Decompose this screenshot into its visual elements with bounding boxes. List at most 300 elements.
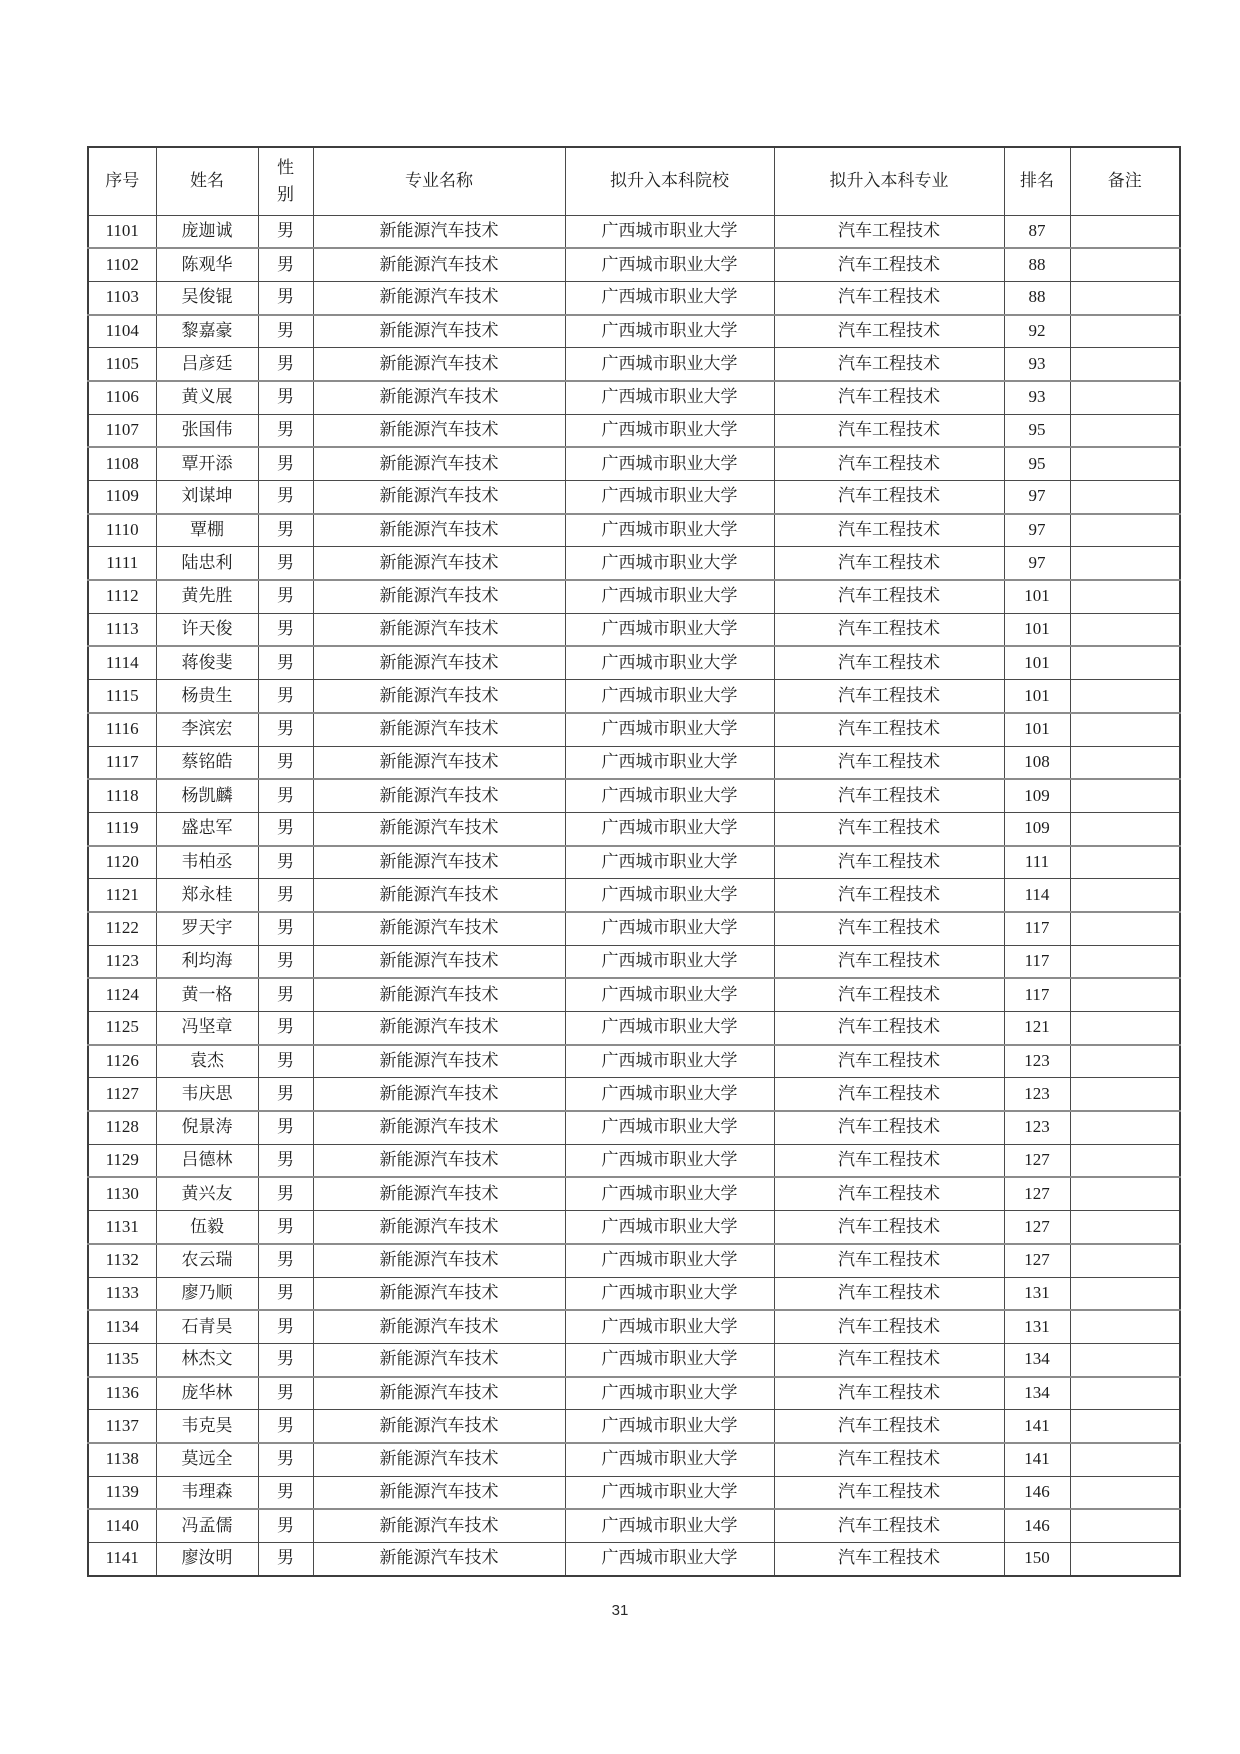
- cell-target-major: 汽车工程技术: [774, 1310, 1004, 1343]
- cell-remark: [1070, 680, 1180, 713]
- cell-target-major: 汽车工程技术: [774, 1177, 1004, 1210]
- table-row: [88, 1177, 1180, 1210]
- cell-name: 庞迦诚: [156, 215, 258, 248]
- cell-index: 1127: [88, 1078, 156, 1111]
- cell-rank: 127: [1004, 1177, 1070, 1210]
- cell-target-college: 广西城市职业大学: [565, 1012, 774, 1045]
- cell-gender: 男: [258, 713, 313, 746]
- table-row: [88, 315, 1180, 348]
- cell-major: 新能源汽车技术: [313, 215, 565, 248]
- cell-remark: [1070, 1211, 1180, 1244]
- table-row: [88, 1343, 1180, 1376]
- cell-name: 韦柏丞: [156, 846, 258, 879]
- cell-remark: [1070, 447, 1180, 480]
- cell-remark: [1070, 1343, 1180, 1376]
- cell-target-major: 汽车工程技术: [774, 746, 1004, 779]
- cell-target-college: 广西城市职业大学: [565, 281, 774, 314]
- cell-index: 1129: [88, 1144, 156, 1177]
- table-row: [88, 1277, 1180, 1310]
- cell-major: 新能源汽车技术: [313, 348, 565, 381]
- cell-index: 1136: [88, 1377, 156, 1410]
- table-row: [88, 348, 1180, 381]
- cell-target-major: 汽车工程技术: [774, 248, 1004, 281]
- table-row: [88, 1310, 1180, 1343]
- table-body: [88, 215, 1180, 1576]
- cell-remark: [1070, 846, 1180, 879]
- cell-target-major: 汽车工程技术: [774, 447, 1004, 480]
- cell-remark: [1070, 945, 1180, 978]
- cell-rank: 101: [1004, 646, 1070, 679]
- cell-major: 新能源汽车技术: [313, 1244, 565, 1277]
- cell-target-major: 汽车工程技术: [774, 1045, 1004, 1078]
- cell-major: 新能源汽车技术: [313, 1476, 565, 1509]
- cell-gender: 男: [258, 912, 313, 945]
- cell-rank: 101: [1004, 713, 1070, 746]
- cell-name: 冯坚章: [156, 1012, 258, 1045]
- cell-name: 冯孟儒: [156, 1509, 258, 1542]
- cell-target-college: 广西城市职业大学: [565, 746, 774, 779]
- cell-name: 张国伟: [156, 414, 258, 447]
- cell-rank: 134: [1004, 1377, 1070, 1410]
- cell-target-college: 广西城市职业大学: [565, 945, 774, 978]
- cell-name: 石青昊: [156, 1310, 258, 1343]
- cell-name: 廖汝明: [156, 1543, 258, 1576]
- cell-rank: 111: [1004, 846, 1070, 879]
- cell-name: 盛忠军: [156, 812, 258, 845]
- cell-major: 新能源汽车技术: [313, 414, 565, 447]
- cell-gender: 男: [258, 1509, 313, 1542]
- cell-rank: 141: [1004, 1443, 1070, 1476]
- cell-rank: 97: [1004, 547, 1070, 580]
- header-major: 专业名称: [313, 147, 565, 215]
- cell-rank: 146: [1004, 1476, 1070, 1509]
- cell-major: 新能源汽车技术: [313, 481, 565, 514]
- cell-index: 1120: [88, 846, 156, 879]
- cell-target-college: 广西城市职业大学: [565, 1443, 774, 1476]
- cell-rank: 109: [1004, 779, 1070, 812]
- cell-target-major: 汽车工程技术: [774, 945, 1004, 978]
- cell-name: 农云瑞: [156, 1244, 258, 1277]
- cell-gender: 男: [258, 1343, 313, 1376]
- cell-index: 1104: [88, 315, 156, 348]
- cell-index: 1123: [88, 945, 156, 978]
- cell-rank: 101: [1004, 580, 1070, 613]
- student-roster-table: [87, 146, 1181, 1577]
- cell-name: 倪景涛: [156, 1111, 258, 1144]
- cell-index: 1141: [88, 1543, 156, 1576]
- cell-major: 新能源汽车技术: [313, 315, 565, 348]
- cell-gender: 男: [258, 1078, 313, 1111]
- cell-target-college: 广西城市职业大学: [565, 1177, 774, 1210]
- cell-target-major: 汽车工程技术: [774, 215, 1004, 248]
- cell-gender: 男: [258, 1177, 313, 1210]
- cell-gender: 男: [258, 514, 313, 547]
- cell-target-major: 汽车工程技术: [774, 1277, 1004, 1310]
- cell-major: 新能源汽车技术: [313, 1443, 565, 1476]
- cell-gender: 男: [258, 746, 313, 779]
- cell-target-college: 广西城市职业大学: [565, 846, 774, 879]
- cell-index: 1126: [88, 1045, 156, 1078]
- table-row: [88, 514, 1180, 547]
- cell-gender: 男: [258, 1377, 313, 1410]
- table-row: [88, 1012, 1180, 1045]
- cell-rank: 150: [1004, 1543, 1070, 1576]
- header-rank: 排名: [1004, 147, 1070, 215]
- cell-rank: 88: [1004, 248, 1070, 281]
- cell-index: 1107: [88, 414, 156, 447]
- cell-gender: 男: [258, 680, 313, 713]
- cell-index: 1132: [88, 1244, 156, 1277]
- cell-major: 新能源汽车技术: [313, 1012, 565, 1045]
- cell-target-major: 汽车工程技术: [774, 846, 1004, 879]
- cell-index: 1131: [88, 1211, 156, 1244]
- cell-name: 韦克昊: [156, 1410, 258, 1443]
- cell-target-college: 广西城市职业大学: [565, 978, 774, 1011]
- cell-rank: 93: [1004, 348, 1070, 381]
- cell-rank: 87: [1004, 215, 1070, 248]
- cell-major: 新能源汽车技术: [313, 514, 565, 547]
- cell-remark: [1070, 978, 1180, 1011]
- cell-target-college: 广西城市职业大学: [565, 1476, 774, 1509]
- cell-remark: [1070, 613, 1180, 646]
- cell-name: 莫远全: [156, 1443, 258, 1476]
- cell-name: 林杰文: [156, 1343, 258, 1376]
- table-row: [88, 381, 1180, 414]
- table-row: [88, 945, 1180, 978]
- cell-name: 伍毅: [156, 1211, 258, 1244]
- cell-gender: 男: [258, 414, 313, 447]
- cell-name: 黎嘉豪: [156, 315, 258, 348]
- cell-major: 新能源汽车技术: [313, 447, 565, 480]
- cell-gender: 男: [258, 1476, 313, 1509]
- cell-target-major: 汽车工程技术: [774, 646, 1004, 679]
- cell-target-major: 汽车工程技术: [774, 1211, 1004, 1244]
- cell-major: 新能源汽车技术: [313, 547, 565, 580]
- cell-remark: [1070, 215, 1180, 248]
- cell-major: 新能源汽车技术: [313, 680, 565, 713]
- cell-target-college: 广西城市职业大学: [565, 879, 774, 912]
- cell-remark: [1070, 1111, 1180, 1144]
- table-row: [88, 879, 1180, 912]
- header-gender: 性别: [258, 147, 313, 215]
- table-row: [88, 1509, 1180, 1542]
- cell-rank: 123: [1004, 1111, 1070, 1144]
- table-row: [88, 1211, 1180, 1244]
- cell-name: 郑永桂: [156, 879, 258, 912]
- cell-target-college: 广西城市职业大学: [565, 248, 774, 281]
- cell-name: 吕彦廷: [156, 348, 258, 381]
- cell-target-major: 汽车工程技术: [774, 713, 1004, 746]
- cell-remark: [1070, 1543, 1180, 1576]
- cell-major: 新能源汽车技术: [313, 812, 565, 845]
- cell-target-college: 广西城市职业大学: [565, 1343, 774, 1376]
- table-row: [88, 680, 1180, 713]
- cell-gender: 男: [258, 481, 313, 514]
- cell-target-college: 广西城市职业大学: [565, 1144, 774, 1177]
- table-row: [88, 1244, 1180, 1277]
- cell-rank: 117: [1004, 912, 1070, 945]
- cell-remark: [1070, 1144, 1180, 1177]
- cell-major: 新能源汽车技术: [313, 1509, 565, 1542]
- cell-index: 1106: [88, 381, 156, 414]
- cell-rank: 88: [1004, 281, 1070, 314]
- cell-remark: [1070, 646, 1180, 679]
- cell-remark: [1070, 1078, 1180, 1111]
- cell-gender: 男: [258, 945, 313, 978]
- cell-gender: 男: [258, 580, 313, 613]
- cell-target-college: 广西城市职业大学: [565, 1244, 774, 1277]
- cell-index: 1134: [88, 1310, 156, 1343]
- cell-index: 1115: [88, 680, 156, 713]
- cell-major: 新能源汽车技术: [313, 1177, 565, 1210]
- cell-rank: 127: [1004, 1244, 1070, 1277]
- cell-name: 覃开添: [156, 447, 258, 480]
- cell-name: 许天俊: [156, 613, 258, 646]
- cell-index: 1116: [88, 713, 156, 746]
- table-row: [88, 779, 1180, 812]
- cell-target-major: 汽车工程技术: [774, 1410, 1004, 1443]
- header-index: 序号: [88, 147, 156, 215]
- table-row: [88, 646, 1180, 679]
- table-row: [88, 248, 1180, 281]
- cell-target-major: 汽车工程技术: [774, 1509, 1004, 1542]
- cell-index: 1139: [88, 1476, 156, 1509]
- cell-name: 罗天宇: [156, 912, 258, 945]
- cell-remark: [1070, 381, 1180, 414]
- cell-gender: 男: [258, 1012, 313, 1045]
- cell-index: 1108: [88, 447, 156, 480]
- cell-name: 吴俊锟: [156, 281, 258, 314]
- cell-rank: 101: [1004, 613, 1070, 646]
- table-row: [88, 281, 1180, 314]
- cell-target-college: 广西城市职业大学: [565, 680, 774, 713]
- cell-target-major: 汽车工程技术: [774, 779, 1004, 812]
- table-row: [88, 414, 1180, 447]
- cell-remark: [1070, 812, 1180, 845]
- table-row: [88, 1111, 1180, 1144]
- cell-rank: 92: [1004, 315, 1070, 348]
- cell-target-college: 广西城市职业大学: [565, 414, 774, 447]
- cell-target-major: 汽车工程技术: [774, 414, 1004, 447]
- cell-index: 1118: [88, 779, 156, 812]
- cell-index: 1103: [88, 281, 156, 314]
- cell-major: 新能源汽车技术: [313, 912, 565, 945]
- header-remark: 备注: [1070, 147, 1180, 215]
- cell-target-major: 汽车工程技术: [774, 978, 1004, 1011]
- cell-gender: 男: [258, 1211, 313, 1244]
- cell-index: 1128: [88, 1111, 156, 1144]
- table-row: [88, 1377, 1180, 1410]
- cell-gender: 男: [258, 1045, 313, 1078]
- table-row: [88, 713, 1180, 746]
- cell-index: 1101: [88, 215, 156, 248]
- cell-gender: 男: [258, 846, 313, 879]
- table-row: [88, 580, 1180, 613]
- cell-major: 新能源汽车技术: [313, 1078, 565, 1111]
- table-row: [88, 447, 1180, 480]
- cell-target-major: 汽车工程技术: [774, 680, 1004, 713]
- table-row: [88, 1144, 1180, 1177]
- cell-major: 新能源汽车技术: [313, 779, 565, 812]
- cell-remark: [1070, 879, 1180, 912]
- cell-major: 新能源汽车技术: [313, 646, 565, 679]
- table-row: [88, 1045, 1180, 1078]
- cell-remark: [1070, 912, 1180, 945]
- cell-name: 吕德林: [156, 1144, 258, 1177]
- cell-target-college: 广西城市职业大学: [565, 646, 774, 679]
- cell-rank: 101: [1004, 680, 1070, 713]
- cell-target-college: 广西城市职业大学: [565, 1509, 774, 1542]
- cell-gender: 男: [258, 879, 313, 912]
- cell-remark: [1070, 1277, 1180, 1310]
- cell-major: 新能源汽车技术: [313, 281, 565, 314]
- cell-target-college: 广西城市职业大学: [565, 1211, 774, 1244]
- cell-rank: 146: [1004, 1509, 1070, 1542]
- cell-gender: 男: [258, 1310, 313, 1343]
- cell-target-college: 广西城市职业大学: [565, 779, 774, 812]
- cell-target-college: 广西城市职业大学: [565, 514, 774, 547]
- cell-index: 1119: [88, 812, 156, 845]
- cell-gender: 男: [258, 978, 313, 1011]
- cell-target-college: 广西城市职业大学: [565, 1543, 774, 1576]
- cell-target-major: 汽车工程技术: [774, 1443, 1004, 1476]
- cell-rank: 127: [1004, 1144, 1070, 1177]
- table-row: [88, 1443, 1180, 1476]
- cell-target-college: 广西城市职业大学: [565, 348, 774, 381]
- cell-target-college: 广西城市职业大学: [565, 613, 774, 646]
- cell-target-major: 汽车工程技术: [774, 547, 1004, 580]
- cell-major: 新能源汽车技术: [313, 1377, 565, 1410]
- cell-rank: 93: [1004, 381, 1070, 414]
- cell-name: 黄先胜: [156, 580, 258, 613]
- cell-target-college: 广西城市职业大学: [565, 580, 774, 613]
- cell-major: 新能源汽车技术: [313, 613, 565, 646]
- table-row: [88, 1078, 1180, 1111]
- cell-remark: [1070, 580, 1180, 613]
- cell-target-major: 汽车工程技术: [774, 1012, 1004, 1045]
- cell-major: 新能源汽车技术: [313, 746, 565, 779]
- cell-name: 杨贵生: [156, 680, 258, 713]
- cell-remark: [1070, 1177, 1180, 1210]
- cell-target-major: 汽车工程技术: [774, 381, 1004, 414]
- table-row: [88, 481, 1180, 514]
- cell-remark: [1070, 481, 1180, 514]
- cell-major: 新能源汽车技术: [313, 1144, 565, 1177]
- cell-major: 新能源汽车技术: [313, 879, 565, 912]
- cell-rank: 109: [1004, 812, 1070, 845]
- cell-rank: 121: [1004, 1012, 1070, 1045]
- cell-target-college: 广西城市职业大学: [565, 1277, 774, 1310]
- cell-rank: 114: [1004, 879, 1070, 912]
- cell-name: 黄一格: [156, 978, 258, 1011]
- cell-major: 新能源汽车技术: [313, 978, 565, 1011]
- cell-gender: 男: [258, 1111, 313, 1144]
- cell-rank: 95: [1004, 447, 1070, 480]
- cell-gender: 男: [258, 1543, 313, 1576]
- cell-index: 1117: [88, 746, 156, 779]
- cell-major: 新能源汽车技术: [313, 381, 565, 414]
- cell-rank: 95: [1004, 414, 1070, 447]
- header-target-college: 拟升入本科院校: [565, 147, 774, 215]
- cell-target-major: 汽车工程技术: [774, 580, 1004, 613]
- cell-target-college: 广西城市职业大学: [565, 713, 774, 746]
- cell-remark: [1070, 514, 1180, 547]
- cell-target-college: 广西城市职业大学: [565, 481, 774, 514]
- cell-index: 1130: [88, 1177, 156, 1210]
- cell-name: 蔡铭皓: [156, 746, 258, 779]
- cell-index: 1110: [88, 514, 156, 547]
- cell-remark: [1070, 1377, 1180, 1410]
- cell-target-major: 汽车工程技术: [774, 1476, 1004, 1509]
- cell-remark: [1070, 348, 1180, 381]
- cell-gender: 男: [258, 1144, 313, 1177]
- cell-name: 韦庆思: [156, 1078, 258, 1111]
- table-row: [88, 846, 1180, 879]
- cell-name: 覃棚: [156, 514, 258, 547]
- cell-major: 新能源汽车技术: [313, 1211, 565, 1244]
- cell-gender: 男: [258, 779, 313, 812]
- cell-name: 李滨宏: [156, 713, 258, 746]
- cell-index: 1138: [88, 1443, 156, 1476]
- cell-target-major: 汽车工程技术: [774, 481, 1004, 514]
- cell-target-major: 汽车工程技术: [774, 1078, 1004, 1111]
- cell-remark: [1070, 779, 1180, 812]
- cell-major: 新能源汽车技术: [313, 580, 565, 613]
- table-row: [88, 613, 1180, 646]
- cell-gender: 男: [258, 547, 313, 580]
- cell-major: 新能源汽车技术: [313, 713, 565, 746]
- cell-major: 新能源汽车技术: [313, 1111, 565, 1144]
- cell-index: 1105: [88, 348, 156, 381]
- cell-target-major: 汽车工程技术: [774, 1343, 1004, 1376]
- cell-index: 1121: [88, 879, 156, 912]
- cell-remark: [1070, 1244, 1180, 1277]
- table-row: [88, 1543, 1180, 1576]
- cell-gender: 男: [258, 812, 313, 845]
- cell-remark: [1070, 547, 1180, 580]
- cell-remark: [1070, 1045, 1180, 1078]
- cell-rank: 127: [1004, 1211, 1070, 1244]
- table-header-row: [88, 147, 1180, 215]
- cell-index: 1112: [88, 580, 156, 613]
- table-row: [88, 746, 1180, 779]
- table-row: [88, 912, 1180, 945]
- cell-rank: 97: [1004, 481, 1070, 514]
- table-row: [88, 547, 1180, 580]
- cell-gender: 男: [258, 381, 313, 414]
- cell-target-major: 汽车工程技术: [774, 514, 1004, 547]
- cell-major: 新能源汽车技术: [313, 248, 565, 281]
- cell-rank: 131: [1004, 1310, 1070, 1343]
- cell-gender: 男: [258, 1410, 313, 1443]
- cell-rank: 117: [1004, 945, 1070, 978]
- cell-gender: 男: [258, 613, 313, 646]
- page-number: 31: [611, 1602, 629, 1619]
- cell-target-major: 汽车工程技术: [774, 281, 1004, 314]
- cell-index: 1135: [88, 1343, 156, 1376]
- cell-gender: 男: [258, 281, 313, 314]
- cell-index: 1113: [88, 613, 156, 646]
- cell-gender: 男: [258, 248, 313, 281]
- cell-target-college: 广西城市职业大学: [565, 1078, 774, 1111]
- cell-target-college: 广西城市职业大学: [565, 447, 774, 480]
- cell-remark: [1070, 315, 1180, 348]
- cell-index: 1109: [88, 481, 156, 514]
- cell-rank: 131: [1004, 1277, 1070, 1310]
- cell-major: 新能源汽车技术: [313, 945, 565, 978]
- cell-index: 1140: [88, 1509, 156, 1542]
- cell-major: 新能源汽车技术: [313, 1343, 565, 1376]
